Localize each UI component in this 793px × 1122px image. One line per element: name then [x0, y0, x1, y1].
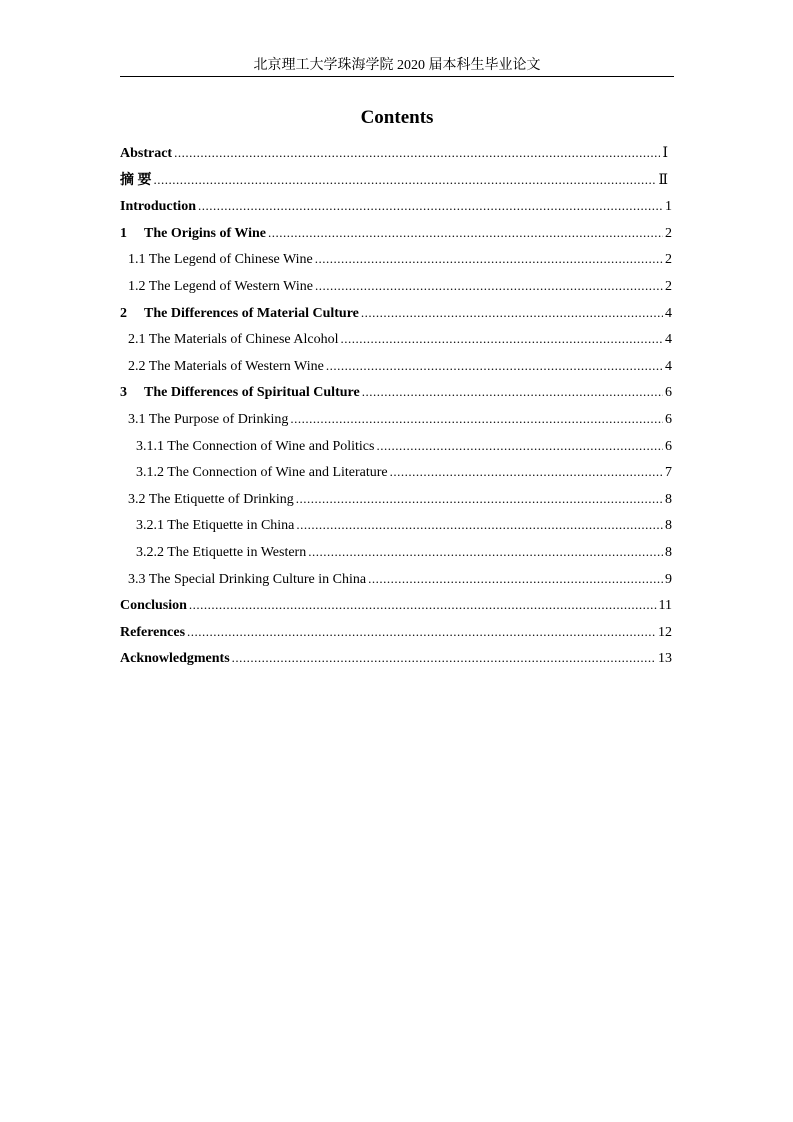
toc-entry-page-number: 6: [665, 385, 672, 401]
toc-entry[interactable]: [120, 142, 672, 169]
toc-dot-leader: [362, 383, 663, 401]
toc-dot-leader: [187, 623, 656, 641]
toc-entry-label: 摘 要: [120, 172, 152, 188]
toc-entry-label: Acknowledgments: [120, 651, 230, 667]
toc-entry-page-number: 12: [658, 624, 672, 640]
toc-entry-label: 3.1 The Purpose of Drinking: [128, 411, 289, 427]
toc-entry-label: 3.1.1 The Connection of Wine and Politics: [136, 438, 375, 454]
toc-entry-label: 3.2.1 The Etiquette in China: [136, 518, 295, 534]
running-header: 北京理工大学珠海学院 2020 届本科生毕业论文: [253, 58, 541, 73]
toc-entry-page-number: 7: [665, 465, 672, 481]
toc-entry[interactable]: [120, 408, 672, 435]
toc-dot-leader: [154, 171, 657, 189]
toc-dot-leader: [198, 197, 663, 215]
toc-entry-page-number: Ⅰ: [662, 146, 668, 161]
toc-entry-page-number: 8: [665, 544, 672, 560]
toc-entry-page-number: 2: [665, 278, 672, 294]
toc-dot-leader: [376, 437, 663, 455]
toc-entry[interactable]: [120, 647, 672, 674]
toc-entry-page-number: 9: [665, 571, 672, 587]
toc-entry[interactable]: [120, 169, 672, 196]
toc-entry[interactable]: [120, 461, 672, 488]
toc-dot-leader: [315, 250, 663, 268]
toc-entry[interactable]: [120, 568, 672, 595]
toc-dot-leader: [174, 144, 660, 162]
toc-entry-number: 3: [120, 385, 127, 401]
toc-entry-label: The Differences of Material Culture: [144, 305, 359, 321]
toc-entry-page-number: 4: [665, 332, 672, 348]
toc-entry-page-number: 8: [665, 491, 672, 507]
toc-entry-label: The Origins of Wine: [144, 225, 267, 241]
toc-entry[interactable]: [120, 541, 672, 568]
toc-entry[interactable]: [120, 275, 672, 302]
toc-entry[interactable]: [120, 594, 672, 621]
toc-entry-page-number: 6: [665, 438, 672, 454]
toc-entry-page-number: 11: [658, 598, 672, 614]
toc-dot-leader: [268, 224, 663, 242]
toc-dot-leader: [232, 649, 656, 667]
toc-entry-page-number: 4: [665, 358, 672, 374]
toc-dot-leader: [368, 570, 663, 588]
toc-entry-label: 3.3 The Special Drinking Culture in China: [128, 571, 367, 587]
toc-entry[interactable]: [120, 222, 672, 249]
toc-dot-leader: [189, 596, 657, 614]
toc-entry-label: 1.1 The Legend of Chinese Wine: [128, 252, 313, 268]
toc-entry-page-number: 1: [665, 199, 672, 215]
toc-entry-page-number: 8: [665, 518, 672, 534]
toc-entry[interactable]: [120, 328, 672, 355]
toc-entry-label: 1.2 The Legend of Western Wine: [128, 278, 313, 294]
toc-entry-page-number: 2: [665, 225, 672, 241]
toc-entry-number: 2: [120, 305, 127, 321]
header-rule: [120, 76, 674, 77]
toc-entry[interactable]: [120, 621, 672, 648]
toc-dot-leader: [296, 490, 663, 508]
toc-entry-label: Conclusion: [120, 598, 187, 614]
toc-entry-number: 1: [120, 225, 127, 241]
toc-entry-page-number: 13: [658, 651, 672, 667]
toc-entry-label: Introduction: [120, 199, 196, 215]
toc-dot-leader: [308, 543, 663, 561]
toc-entry-label: References: [120, 624, 186, 640]
toc-entry-label: 3.2 The Etiquette of Drinking: [128, 491, 294, 507]
toc-entry-page-number: 4: [665, 305, 672, 321]
toc-entry-label: The Differences of Spiritual Culture: [144, 385, 360, 401]
toc-entry[interactable]: [120, 248, 672, 275]
toc-entry[interactable]: [120, 302, 672, 329]
toc-dot-leader: [290, 410, 663, 428]
toc-entry[interactable]: [120, 195, 672, 222]
toc-entry-page-number: Ⅱ: [658, 172, 668, 188]
toc-entry[interactable]: [120, 514, 672, 541]
toc-entry-label: 2.2 The Materials of Western Wine: [128, 358, 324, 374]
toc-entry-label: 2.1 The Materials of Chinese Alcohol: [128, 332, 339, 348]
toc-dot-leader: [390, 463, 663, 481]
toc-entry-page-number: 2: [665, 252, 672, 268]
table-of-contents: [120, 142, 672, 674]
toc-dot-leader: [326, 357, 663, 375]
toc-dot-leader: [315, 277, 663, 295]
toc-title: Contents: [360, 107, 434, 128]
toc-entry-page-number: 6: [665, 411, 672, 427]
toc-dot-leader: [361, 304, 663, 322]
toc-entry[interactable]: [120, 355, 672, 382]
toc-entry-label: Abstract: [120, 146, 173, 161]
toc-dot-leader: [340, 330, 663, 348]
toc-dot-leader: [296, 516, 663, 534]
toc-entry[interactable]: [120, 488, 672, 515]
toc-entry[interactable]: [120, 435, 672, 462]
toc-entry[interactable]: [120, 381, 672, 408]
toc-entry-label: 3.2.2 The Etiquette in Western: [136, 544, 307, 560]
toc-entry-label: 3.1.2 The Connection of Wine and Literature: [136, 465, 388, 481]
